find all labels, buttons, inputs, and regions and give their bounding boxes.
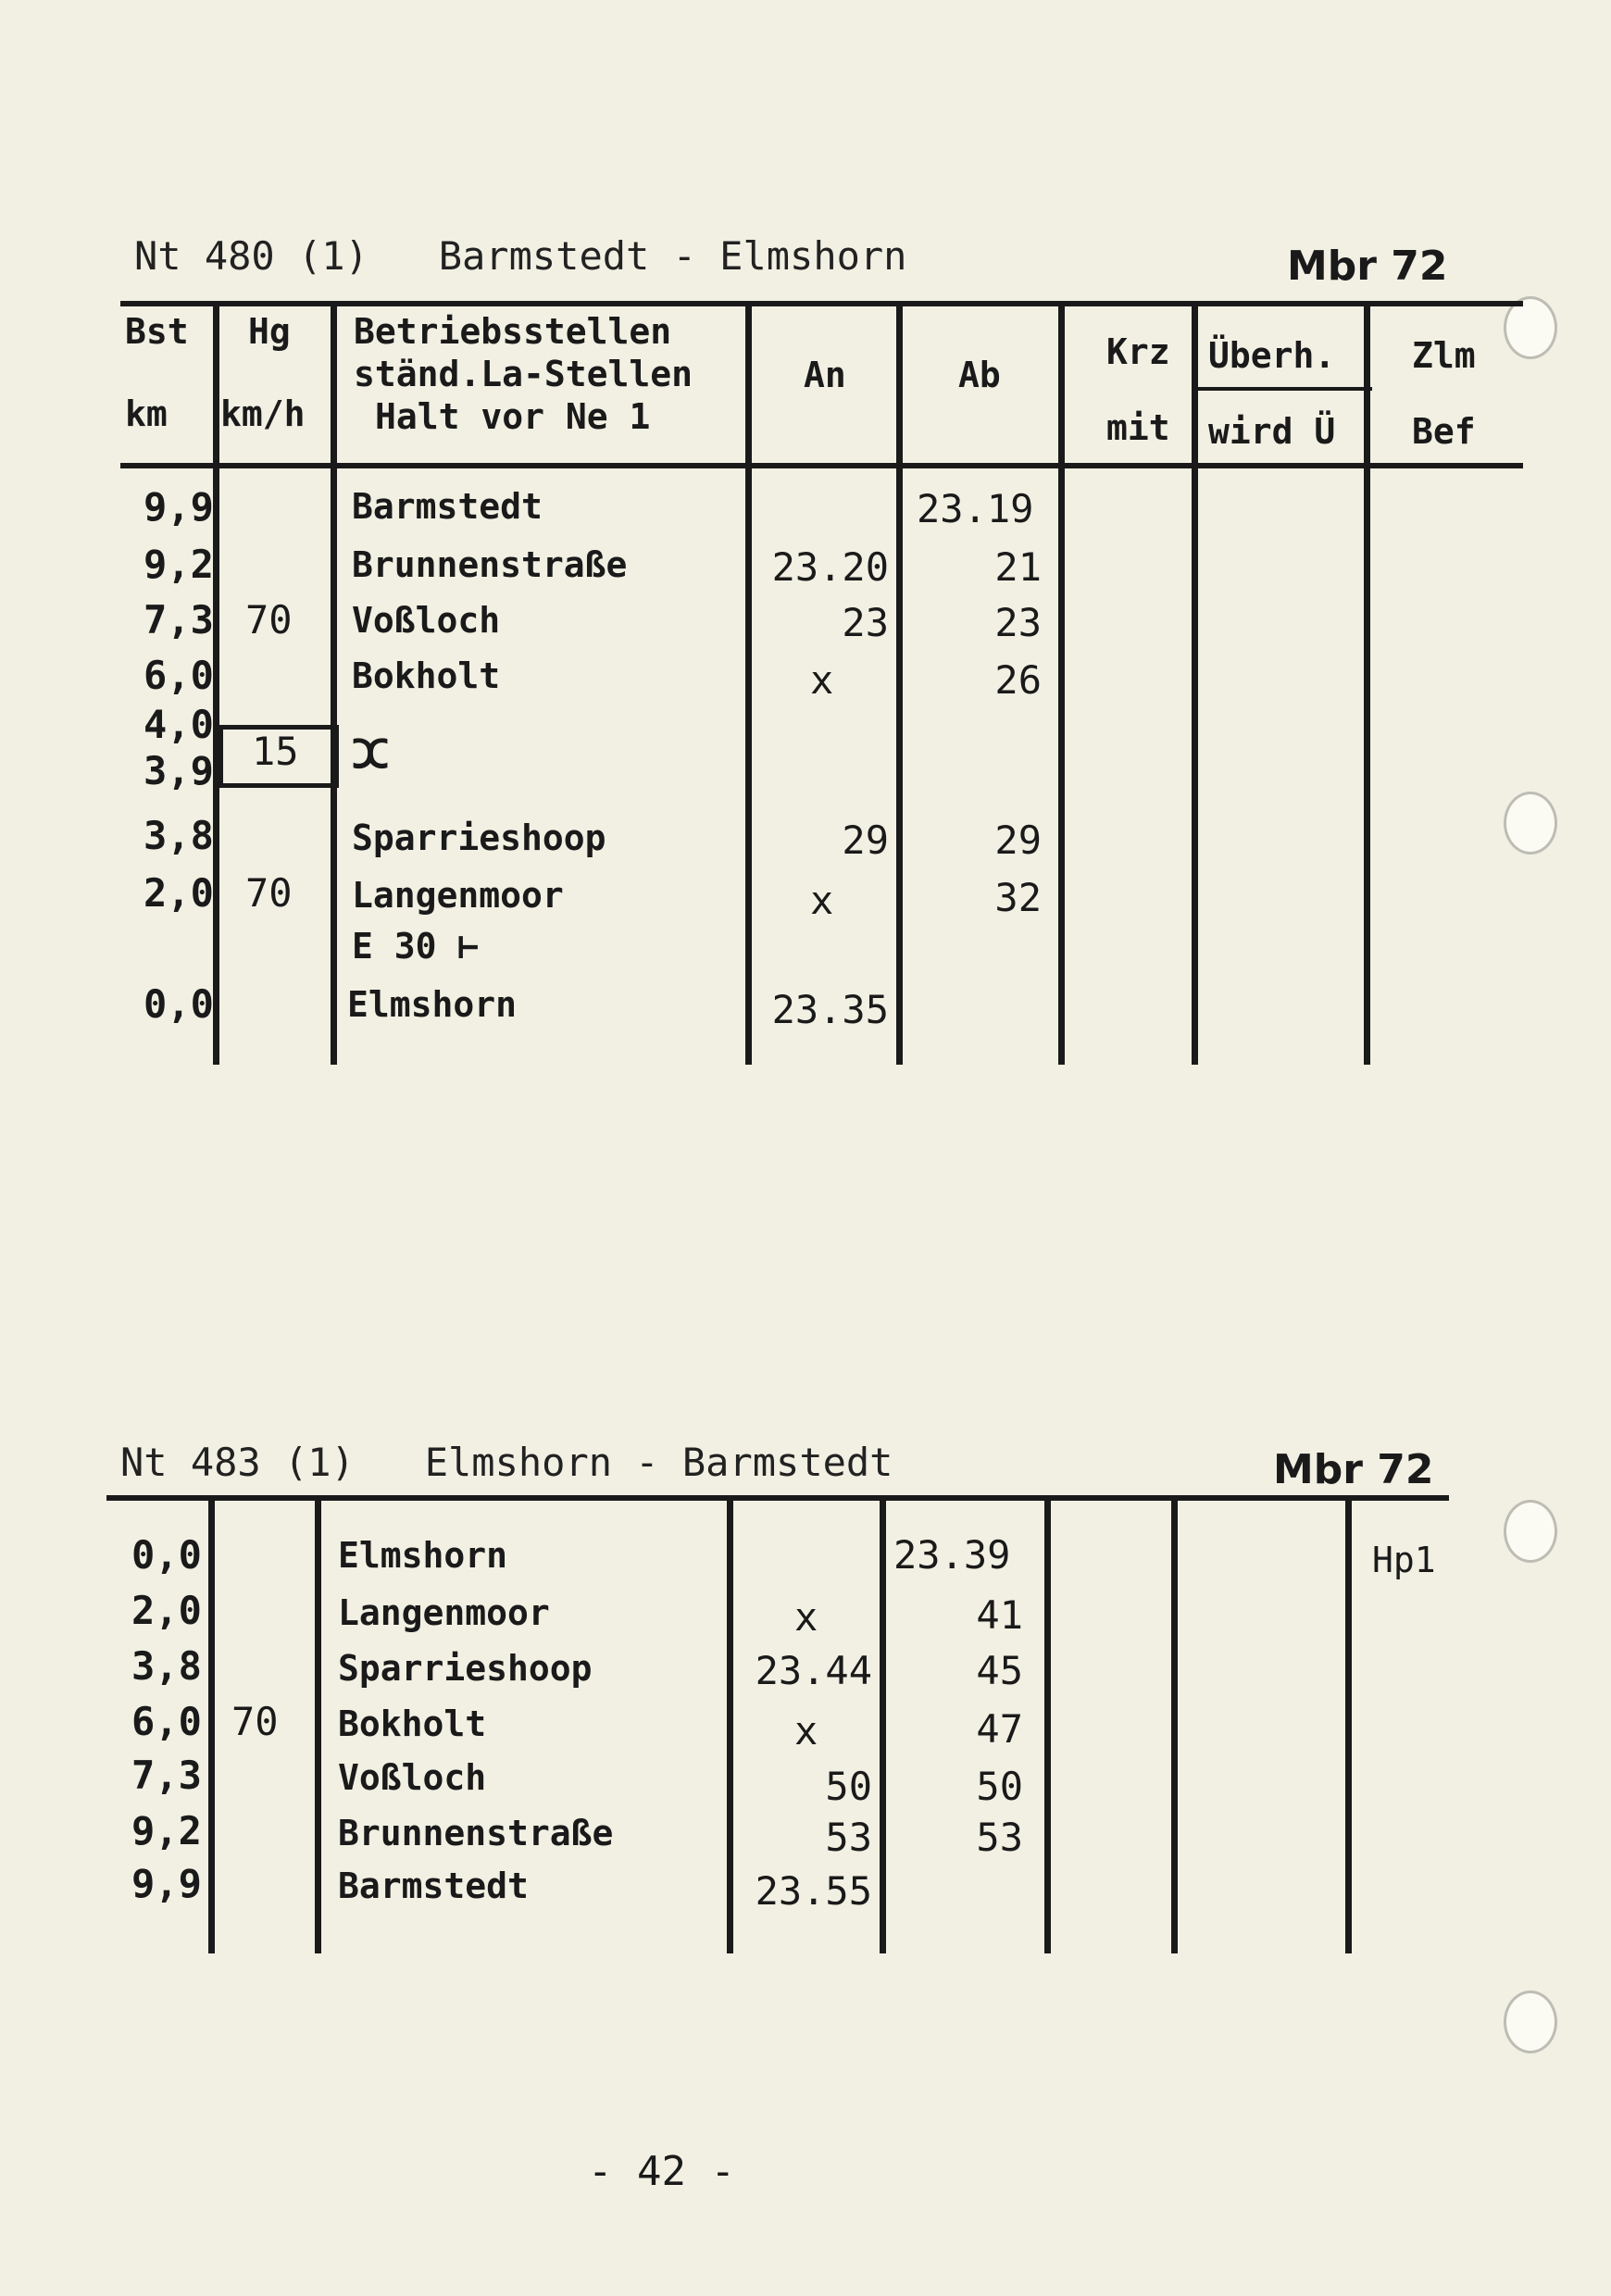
row-station: Sparrieshoop xyxy=(352,817,606,858)
row-station: Brunnenstraße xyxy=(352,544,628,585)
header-halt-vor: Halt vor Ne 1 xyxy=(375,396,651,437)
row-km: 3,9 xyxy=(144,748,214,793)
row-km: 6,0 xyxy=(131,1699,202,1744)
row-km: 2,0 xyxy=(144,870,214,916)
row-station: Voßloch xyxy=(352,600,501,641)
header-wird-u: wird Ü xyxy=(1208,411,1336,452)
col-line-km xyxy=(213,301,219,1065)
mbr-label: Mbr 72 xyxy=(1287,243,1448,290)
row-km: 3,8 xyxy=(131,1643,202,1689)
row-ab: 41 xyxy=(976,1592,1023,1638)
row-an: 23.35 xyxy=(771,987,889,1032)
col-line-hg xyxy=(315,1495,321,1953)
row-hg: 70 xyxy=(245,597,293,643)
train-number: Nt 483 xyxy=(120,1440,261,1485)
row-km: 9,2 xyxy=(131,1808,202,1853)
row-an: 23.55 xyxy=(755,1868,872,1914)
row-station: Elmshorn xyxy=(347,984,518,1025)
row-km: 7,3 xyxy=(131,1753,202,1798)
row-km: 6,0 xyxy=(144,653,214,698)
punch-hole-2 xyxy=(1504,792,1557,855)
route-name: Barmstedt - Elmshorn xyxy=(438,233,907,279)
row-km: 9,9 xyxy=(144,484,214,530)
row-an: 23 xyxy=(842,600,889,645)
page-number: - 42 - xyxy=(588,2148,735,2195)
row-an: x xyxy=(794,1708,818,1753)
row-hg: 70 xyxy=(231,1699,279,1744)
table2-top-rule xyxy=(106,1495,1449,1501)
header-zlm: Zlm xyxy=(1412,335,1476,376)
row-ab: 21 xyxy=(994,544,1042,590)
train-variant: (1) xyxy=(298,233,368,279)
row-ab: 47 xyxy=(976,1706,1023,1752)
col-line-an xyxy=(880,1495,886,1953)
header-la-stellen: ständ.La-Stellen xyxy=(354,354,693,394)
row-zlm: Hp1 xyxy=(1372,1540,1436,1580)
row-an: 23.44 xyxy=(755,1648,872,1693)
row-ab: 29 xyxy=(994,817,1042,863)
row-an: x xyxy=(810,657,834,703)
row-station: Bokholt xyxy=(338,1703,487,1744)
row-km: 0,0 xyxy=(144,981,214,1027)
col-line-uberh xyxy=(1345,1495,1352,1953)
row-ab: 26 xyxy=(994,657,1042,703)
row-station-symbol: ⵋ xyxy=(352,731,390,777)
row-an: x xyxy=(794,1594,818,1640)
row-km: 2,0 xyxy=(131,1588,202,1633)
row-km: 0,0 xyxy=(131,1532,202,1578)
header-uberh: Überh. xyxy=(1208,335,1336,376)
row-ab: 23.39 xyxy=(893,1532,1011,1578)
row-km: 7,3 xyxy=(144,597,214,643)
header-kmh: km/h xyxy=(220,393,306,434)
row-station: Elmshorn xyxy=(338,1535,508,1576)
header-mit: mit xyxy=(1106,407,1170,448)
train-number: Nt 480 xyxy=(134,233,275,279)
header-bst: Bst xyxy=(125,311,189,352)
row-station: E 30 ⊢ xyxy=(352,926,480,967)
row-station: Sparrieshoop xyxy=(338,1648,593,1689)
row-km: 4,0 xyxy=(144,702,214,747)
mbr-label: Mbr 72 xyxy=(1273,1446,1434,1493)
col-line-krz xyxy=(1171,1495,1178,1953)
row-hg: 70 xyxy=(245,870,293,916)
col-line-ab xyxy=(1058,301,1065,1065)
header-krz: Krz xyxy=(1106,331,1170,372)
row-ab: 53 xyxy=(976,1815,1023,1860)
col-line-an xyxy=(896,301,903,1065)
row-km: 9,2 xyxy=(144,542,214,587)
col-line-station xyxy=(745,301,752,1065)
col-line-uberh xyxy=(1364,301,1370,1065)
header-bef: Bef xyxy=(1412,411,1476,452)
train-variant: (1) xyxy=(284,1440,355,1485)
col-line-hg xyxy=(331,301,337,1065)
table1-title xyxy=(134,233,906,279)
table2-title xyxy=(120,1440,893,1485)
row-ab: 45 xyxy=(976,1648,1023,1693)
uberh-underline xyxy=(1196,387,1372,391)
row-an: x xyxy=(810,878,834,923)
row-hg: 15 xyxy=(252,729,299,774)
header-an: An xyxy=(804,355,846,395)
row-an: 53 xyxy=(825,1815,872,1860)
header-betriebsstellen: Betriebsstellen xyxy=(354,311,672,352)
row-ab: 32 xyxy=(994,875,1042,920)
row-station: Voßloch xyxy=(338,1757,487,1798)
row-ab: 50 xyxy=(976,1764,1023,1809)
row-km: 9,9 xyxy=(131,1861,202,1906)
punch-hole-4 xyxy=(1504,1990,1557,2053)
header-hg: Hg xyxy=(248,311,291,352)
header-ab: Ab xyxy=(958,355,1001,395)
col-line-krz xyxy=(1192,301,1198,1065)
row-station: Langenmoor xyxy=(338,1592,550,1633)
route-name: Elmshorn - Barmstedt xyxy=(424,1440,893,1485)
row-station: Barmstedt xyxy=(338,1866,529,1906)
col-line-km xyxy=(208,1495,215,1953)
row-ab: 23 xyxy=(994,600,1042,645)
header-km: km xyxy=(125,393,168,434)
row-ab: 23.19 xyxy=(917,486,1034,531)
col-line-ab xyxy=(1044,1495,1051,1953)
row-an: 23.20 xyxy=(771,544,889,590)
row-station: Langenmoor xyxy=(352,875,564,916)
row-an: 50 xyxy=(825,1764,872,1809)
row-km: 3,8 xyxy=(144,813,214,858)
punch-hole-3 xyxy=(1504,1500,1557,1563)
row-an: 29 xyxy=(842,817,889,863)
row-station: Bokholt xyxy=(352,655,501,696)
row-station: Barmstedt xyxy=(352,486,543,527)
row-station: Brunnenstraße xyxy=(338,1813,614,1853)
